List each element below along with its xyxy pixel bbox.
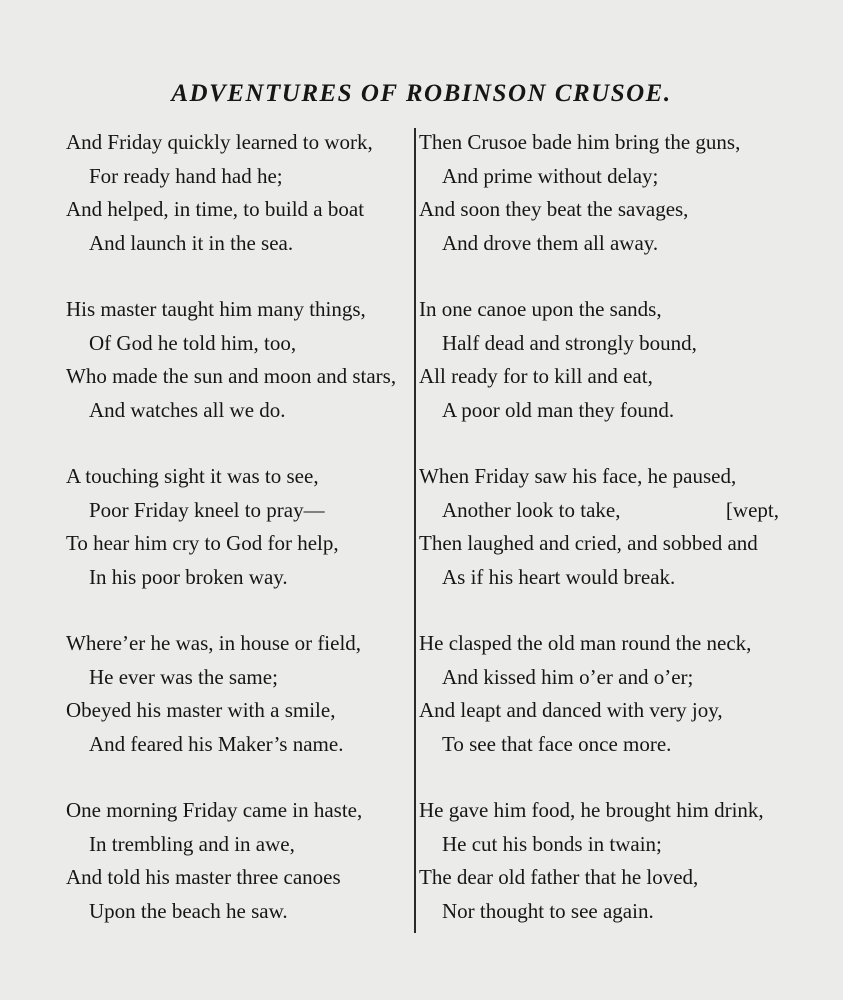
page-title: ADVENTURES OF ROBINSON CRUSOE. — [171, 80, 672, 107]
verse-line: Of God he told him, too, — [89, 330, 297, 355]
stanza — [66, 794, 412, 961]
verse-line: And prime without delay; — [442, 163, 659, 188]
verse-line: All ready for to kill and eat, — [419, 364, 653, 388]
verse-line: And told his master three canoes — [66, 865, 341, 889]
stanza — [66, 293, 412, 460]
verse-line: Then laughed and cried, and sobbed and — [419, 531, 758, 555]
verse-line: For ready hand had he; — [89, 163, 283, 188]
verse-line: And feared his Maker’s name. — [89, 731, 344, 756]
verse-line: Who made the sun and moon and stars, — [66, 364, 397, 388]
verse-line: Obeyed his master with a smile, — [66, 698, 336, 722]
verse-line: And launch it in the sea. — [89, 230, 294, 255]
verse-line: When Friday saw his face, he paused, — [419, 464, 737, 488]
verse-line: He cut his bonds in twain; — [442, 831, 662, 856]
stanza — [419, 460, 779, 627]
stanza — [419, 627, 779, 794]
verse-line: In his poor broken way. — [89, 564, 288, 589]
verse-line: Nor thought to see again. — [442, 898, 654, 923]
verse-line: Where’er he was, in house or field, — [66, 631, 362, 655]
verse-line: And soon they beat the savages, — [419, 197, 689, 221]
verse-line: Poor Friday kneel to pray— — [89, 497, 325, 522]
stanza — [66, 460, 412, 627]
stanza — [419, 293, 779, 460]
verse-line: Upon the beach he saw. — [89, 898, 288, 923]
verse-line: To hear him cry to God for help, — [66, 531, 339, 555]
verse-line: Then Crusoe bade him bring the guns, — [419, 130, 741, 154]
verse-line-with-carryover — [419, 494, 779, 528]
stanza — [66, 627, 412, 794]
left-column — [66, 126, 412, 961]
verse-line: And kissed him o’er and o’er; — [442, 664, 694, 689]
stanza — [419, 794, 779, 961]
stanza — [66, 126, 412, 293]
verse-line: Half dead and strongly bound, — [442, 330, 697, 355]
verse-line: In one canoe upon the sands, — [419, 297, 662, 321]
verse-line: And Friday quickly learned to work, — [66, 130, 373, 154]
verse-line: In trembling and in awe, — [89, 831, 295, 856]
verse-line: He gave him food, he brought him drink, — [419, 798, 764, 822]
verse-line: A touching sight it was to see, — [66, 464, 319, 488]
verse-line: He clasped the old man round the neck, — [419, 631, 752, 655]
verse-line: The dear old father that he loved, — [419, 865, 699, 889]
verse-line: He ever was the same; — [89, 664, 278, 689]
verse-line: As if his heart would break. — [442, 564, 676, 589]
verse-line: To see that face once more. — [442, 731, 672, 756]
column-divider — [414, 128, 416, 933]
verse-line: And watches all we do. — [89, 397, 286, 422]
verse-line-text: Another look to take, — [442, 497, 621, 522]
verse-line: One morning Friday came in haste, — [66, 798, 363, 822]
verse-line: And helped, in time, to build a boat — [66, 197, 365, 221]
carryover-word: [wept, — [725, 497, 779, 522]
stanza — [419, 126, 779, 293]
verse-line: And drove them all away. — [442, 230, 659, 255]
verse-line: His master taught him many things, — [66, 297, 366, 321]
verse-line: A poor old man they found. — [442, 397, 675, 422]
verse-line: And leapt and danced with very joy, — [419, 698, 723, 722]
right-column — [419, 126, 779, 961]
